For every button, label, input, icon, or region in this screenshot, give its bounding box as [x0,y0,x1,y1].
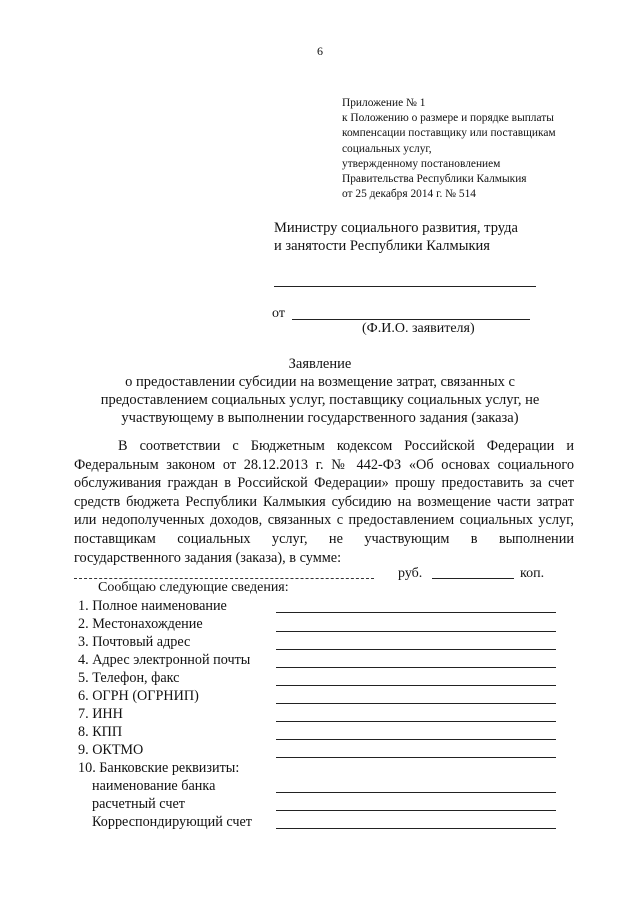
field-label-settlement-account: расчетный счет [92,796,185,812]
appendix-line: от 25 декабря 2014 г. № 514 [342,188,476,201]
field-label-phone-fax: 5. Телефон, факс [78,670,180,686]
document-title [0,355,640,427]
field-line-full-name[interactable] [276,612,556,613]
field-line-ogrn[interactable] [276,703,556,704]
field-label-ogrn: 6. ОГРН (ОГРНИП) [78,688,199,704]
field-line-correspondent-account[interactable] [276,828,556,829]
body-text: В соответствии с Бюджетным кодексом Российской Федерации и Федеральным законом от 28.12.2013 г. № 442-ФЗ «Об основах социального обслуживания граждан в Российской Федерации» прошу предоставить за счет средств бюджета Республики Калмыкия субсидию на возмещение части затрат или недополученных доходов, связанных с предоставлением социальных услуг, поставщикам социальных услуг, не участвующим в выполнении государственного задания (заказа), в сумме: [74,438,574,566]
applicant-name-line[interactable] [292,319,530,320]
title-line: участвующему в выполнении государственного задания (заказа) [121,410,519,426]
field-line-phone-fax[interactable] [276,685,556,686]
appendix-line: компенсации поставщику или поставщикам [342,127,556,140]
field-line-inn[interactable] [276,721,556,722]
applicant-name-caption: (Ф.И.О. заявителя) [362,321,475,336]
field-label-postal-address: 3. Почтовый адрес [78,634,191,650]
appendix-line: социальных услуг, [342,142,432,155]
field-line-location[interactable] [276,631,556,632]
field-label-email: 4. Адрес электронной почты [78,652,251,668]
sum-amount-line[interactable] [74,578,374,579]
field-line-postal-address[interactable] [276,649,556,650]
field-line-bank-name[interactable] [276,792,556,793]
field-label-inn: 7. ИНН [78,706,123,722]
field-label-bank-name: наименование банка [92,778,216,794]
addressee-line: Министру социального развития, труда [274,220,518,236]
appendix-line: утвержденному постановлением [342,157,501,170]
field-label-oktmo: 9. ОКТМО [78,742,144,758]
field-label-bank-details: 10. Банковские реквизиты: [78,760,240,776]
rub-label: руб. [398,566,423,581]
title-line: предоставлением социальных услуг, поставщику социальных услуг, не [100,392,540,408]
field-label-kpp: 8. КПП [78,724,123,740]
appendix-line: Приложение № 1 [342,97,426,109]
kop-amount-line[interactable] [432,578,514,579]
addressee-line: и занятости Республики Калмыкия [274,238,490,254]
field-line-email[interactable] [276,667,556,668]
body-paragraph [74,437,574,567]
field-line-oktmo[interactable] [276,757,556,758]
title-line: Заявление [288,356,352,372]
field-label-correspondent-account: Корреспондирующий счет [92,814,252,830]
title-line: о предоставлении субсидии на возмещение затрат, связанных с [125,374,515,390]
page-number: 6 [317,44,323,58]
appendix-line: Правительства Республики Калмыкия [342,173,527,186]
kop-label: коп. [520,566,545,581]
appendix-block [342,96,556,202]
from-label: от [272,306,285,321]
field-line-settlement-account[interactable] [276,810,556,811]
addressee-fill-line[interactable] [274,286,536,287]
appendix-line: к Положению о размере и порядке выплаты [342,112,554,125]
field-label-full-name: 1. Полное наименование [78,598,227,614]
details-intro: Сообщаю следующие сведения: [98,580,289,595]
field-label-location: 2. Местонахождение [78,616,203,632]
field-line-kpp[interactable] [276,739,556,740]
addressee-block [274,219,518,255]
